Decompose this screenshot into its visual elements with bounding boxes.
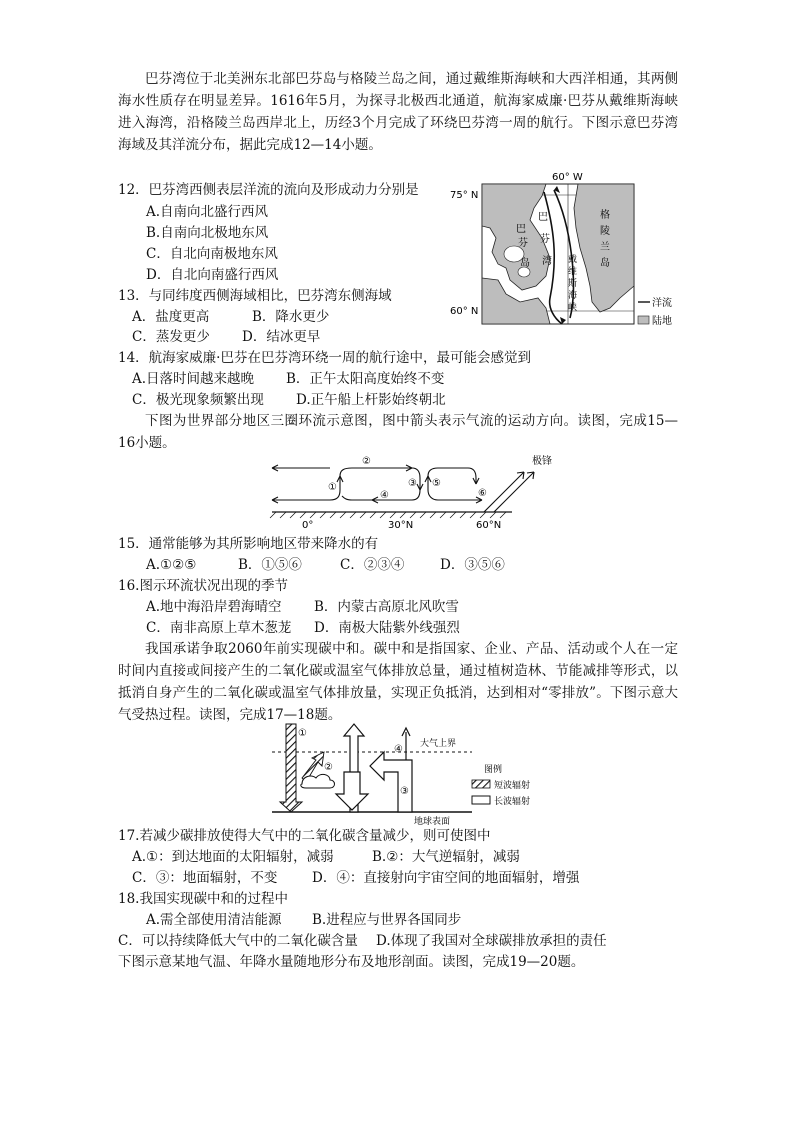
q12-option-b[interactable]: B.自南向北极地东风 bbox=[146, 225, 269, 241]
q12-option-d[interactable]: D．自北向南盛行西风 bbox=[146, 267, 279, 283]
q18-option-b[interactable]: B.进程应与世界各国同步 bbox=[312, 912, 462, 928]
label-davis-2: 维 bbox=[568, 267, 578, 277]
q17-option-c[interactable]: C．③：地面辐射，不变 bbox=[132, 870, 278, 886]
circ-lat-60: 60°N bbox=[476, 520, 502, 531]
label-davis-5: 峡 bbox=[568, 303, 578, 313]
circulation-diagram bbox=[262, 450, 562, 532]
label-greenland-4: 岛 bbox=[600, 258, 610, 269]
q17-option-a[interactable]: A.①：到达地面的太阳辐射，减弱 bbox=[132, 849, 334, 865]
legend-longwave-icon bbox=[472, 796, 490, 804]
q15-stem: 15．通常能够为其所影响地区带来降水的有 bbox=[118, 536, 379, 552]
q13-stem: 13．与同纬度西侧海域相比，巴芬湾东侧海域 bbox=[118, 288, 392, 304]
q13-option-b[interactable]: B．降水更少 bbox=[252, 309, 330, 325]
circ-label-front: 极锋 bbox=[532, 456, 552, 467]
label-baffin-island-1: 巴 bbox=[516, 224, 526, 235]
legend-current-label: 洋流 bbox=[652, 298, 672, 309]
label-davis-4: 海 bbox=[568, 291, 578, 301]
q17-stem: 17.若减少碳排放使得大气中的二氧化碳含量减少，则可使图中 bbox=[118, 828, 491, 844]
heat-num-1: ① bbox=[298, 728, 307, 739]
q16-option-b[interactable]: B．内蒙古高原北风吹雪 bbox=[314, 599, 459, 615]
q17-option-d[interactable]: D．④：直接射向宇宙空间的地面辐射，增强 bbox=[312, 870, 580, 886]
heat-top-label: 大气上界 bbox=[420, 739, 457, 749]
label-baffin-bay-2: 芬 bbox=[540, 234, 550, 245]
heat-legend-long: 长波辐射 bbox=[494, 797, 531, 807]
heat-legend-short: 短波辐射 bbox=[494, 781, 531, 791]
circ-num-1: ① bbox=[328, 482, 337, 493]
heat-num-3: ③ bbox=[400, 786, 409, 797]
q16-option-a[interactable]: A.地中海沿岸碧海晴空 bbox=[146, 599, 282, 615]
intro-15-16: 下图为世界部分地区三圈环流示意图，图中箭头表示气流的运动方向。读图，完成15—16小题。 bbox=[118, 413, 678, 451]
q18-stem: 18.我国实现碳中和的过程中 bbox=[118, 891, 288, 907]
heat-num-2: ② bbox=[324, 762, 333, 773]
circ-num-4: ④ bbox=[380, 490, 389, 501]
intro-19-20: 下图示意某地气温、年降水量随地形分布及地形剖面。读图，完成19—20题。 bbox=[118, 954, 585, 970]
circ-lat-30: 30°N bbox=[388, 520, 414, 531]
heat-num-4: ④ bbox=[394, 744, 403, 755]
q12-stem: 12．巴芬湾西侧表层洋流的流向及形成动力分别是 bbox=[118, 182, 419, 198]
q14-stem: 14．航海家威廉·巴芬在巴芬湾环绕一周的航行途中，最可能会感觉到 bbox=[118, 350, 531, 366]
label-greenland-3: 兰 bbox=[600, 242, 610, 253]
circ-num-2: ② bbox=[362, 456, 371, 467]
label-baffin-bay-1: 巴 bbox=[538, 212, 548, 223]
q13-option-d[interactable]: D．结冰更早 bbox=[242, 329, 321, 345]
legend-land-label: 陆地 bbox=[652, 316, 672, 327]
heat-legend-title: 图例 bbox=[484, 765, 503, 775]
q18-option-c[interactable]: C．可以持续降低大气中的二氧化碳含量 bbox=[118, 933, 358, 949]
q13-option-a[interactable]: A．盐度更高 bbox=[132, 309, 210, 325]
q16-option-c[interactable]: C．南非高原上草木葱茏 bbox=[146, 620, 292, 636]
legend-land-icon bbox=[638, 316, 649, 324]
q18-option-a[interactable]: A.需全部使用清洁能源 bbox=[146, 912, 282, 928]
q18-option-d[interactable]: D.体现了我国对全球碳排放承担的责任 bbox=[376, 933, 607, 949]
q17-option-b[interactable]: B.②：大气逆辐射，减弱 bbox=[372, 849, 520, 865]
q15-option-c[interactable]: C．②③④ bbox=[340, 557, 405, 573]
label-davis-1: 戴 bbox=[568, 255, 578, 265]
q14-option-b[interactable]: B．正午太阳高度始终不变 bbox=[286, 371, 445, 387]
label-davis-3: 斯 bbox=[568, 279, 578, 289]
intro-12-14: 巴芬湾位于北美洲东北部巴芬岛与格陵兰岛之间，通过戴维斯海峡和大西洋相通，其两侧海水性质存在明显差异。1616年5月，为探寻北极西北通道，航海家威廉·巴芬从戴维斯海峡进入海湾，沿格陵兰岛西岸北上，历经3个月完成了环绕巴芬湾一周的航行。下图示意巴芬湾海域及其洋流分布，据此完成12—14小题。 bbox=[118, 71, 678, 153]
label-baffin-island-3: 岛 bbox=[520, 258, 530, 269]
label-baffin-bay-3: 湾 bbox=[542, 256, 552, 267]
map-lat-bottom: 60° N bbox=[450, 306, 479, 317]
circ-lat-0: 0° bbox=[302, 520, 314, 531]
map-lat-top: 75° N bbox=[450, 190, 479, 201]
legend-shortwave-icon bbox=[472, 780, 490, 788]
circ-num-5: ⑤ bbox=[432, 478, 441, 489]
q12-option-a[interactable]: A.自南向北盛行西风 bbox=[146, 204, 269, 220]
q14-option-d[interactable]: D.正午船上杆影始终朝北 bbox=[296, 392, 446, 408]
q14-option-a[interactable]: A.日落时间越来越晚 bbox=[132, 371, 255, 387]
q13-option-c[interactable]: C．蒸发更少 bbox=[132, 329, 210, 345]
q12-option-c[interactable]: C．自北向南极地东风 bbox=[146, 246, 278, 262]
label-greenland-1: 格 bbox=[600, 210, 610, 221]
map-lon-label: 60° W bbox=[552, 172, 583, 183]
circ-num-6: ⑥ bbox=[478, 488, 487, 499]
q14-option-c[interactable]: C．极光现象频繁出现 bbox=[132, 392, 264, 408]
q15-option-d[interactable]: D．③⑤⑥ bbox=[440, 557, 505, 573]
q16-option-d[interactable]: D．南极大陆紫外线强烈 bbox=[314, 620, 460, 636]
heat-bottom-label: 地球表面 bbox=[414, 817, 451, 826]
baffin-bay-map bbox=[450, 168, 685, 328]
q15-option-a[interactable]: A.①②⑤ bbox=[146, 557, 197, 573]
circ-num-3: ③ bbox=[408, 478, 417, 489]
atmosphere-heating-diagram bbox=[272, 722, 542, 826]
intro-17-18: 我国承诺争取2060年前实现碳中和。碳中和是指国家、企业、产品、活动或个人在一定时间内直接或间接产生的二氧化碳或温室气体排放总量，通过植树造林、节能减排等形式，以抵消自身产生的二氧化碳或温室气体排放量，实现正负抵消，达到相对“零排放”。下图示意大气受热过程。读图，完成17—18题。 bbox=[118, 641, 678, 723]
label-greenland-2: 陵 bbox=[600, 226, 610, 237]
q15-option-b[interactable]: B．①⑤⑥ bbox=[238, 557, 302, 573]
label-baffin-island-2: 芬 bbox=[518, 238, 528, 249]
q16-stem: 16.图示环流状况出现的季节 bbox=[118, 578, 288, 594]
